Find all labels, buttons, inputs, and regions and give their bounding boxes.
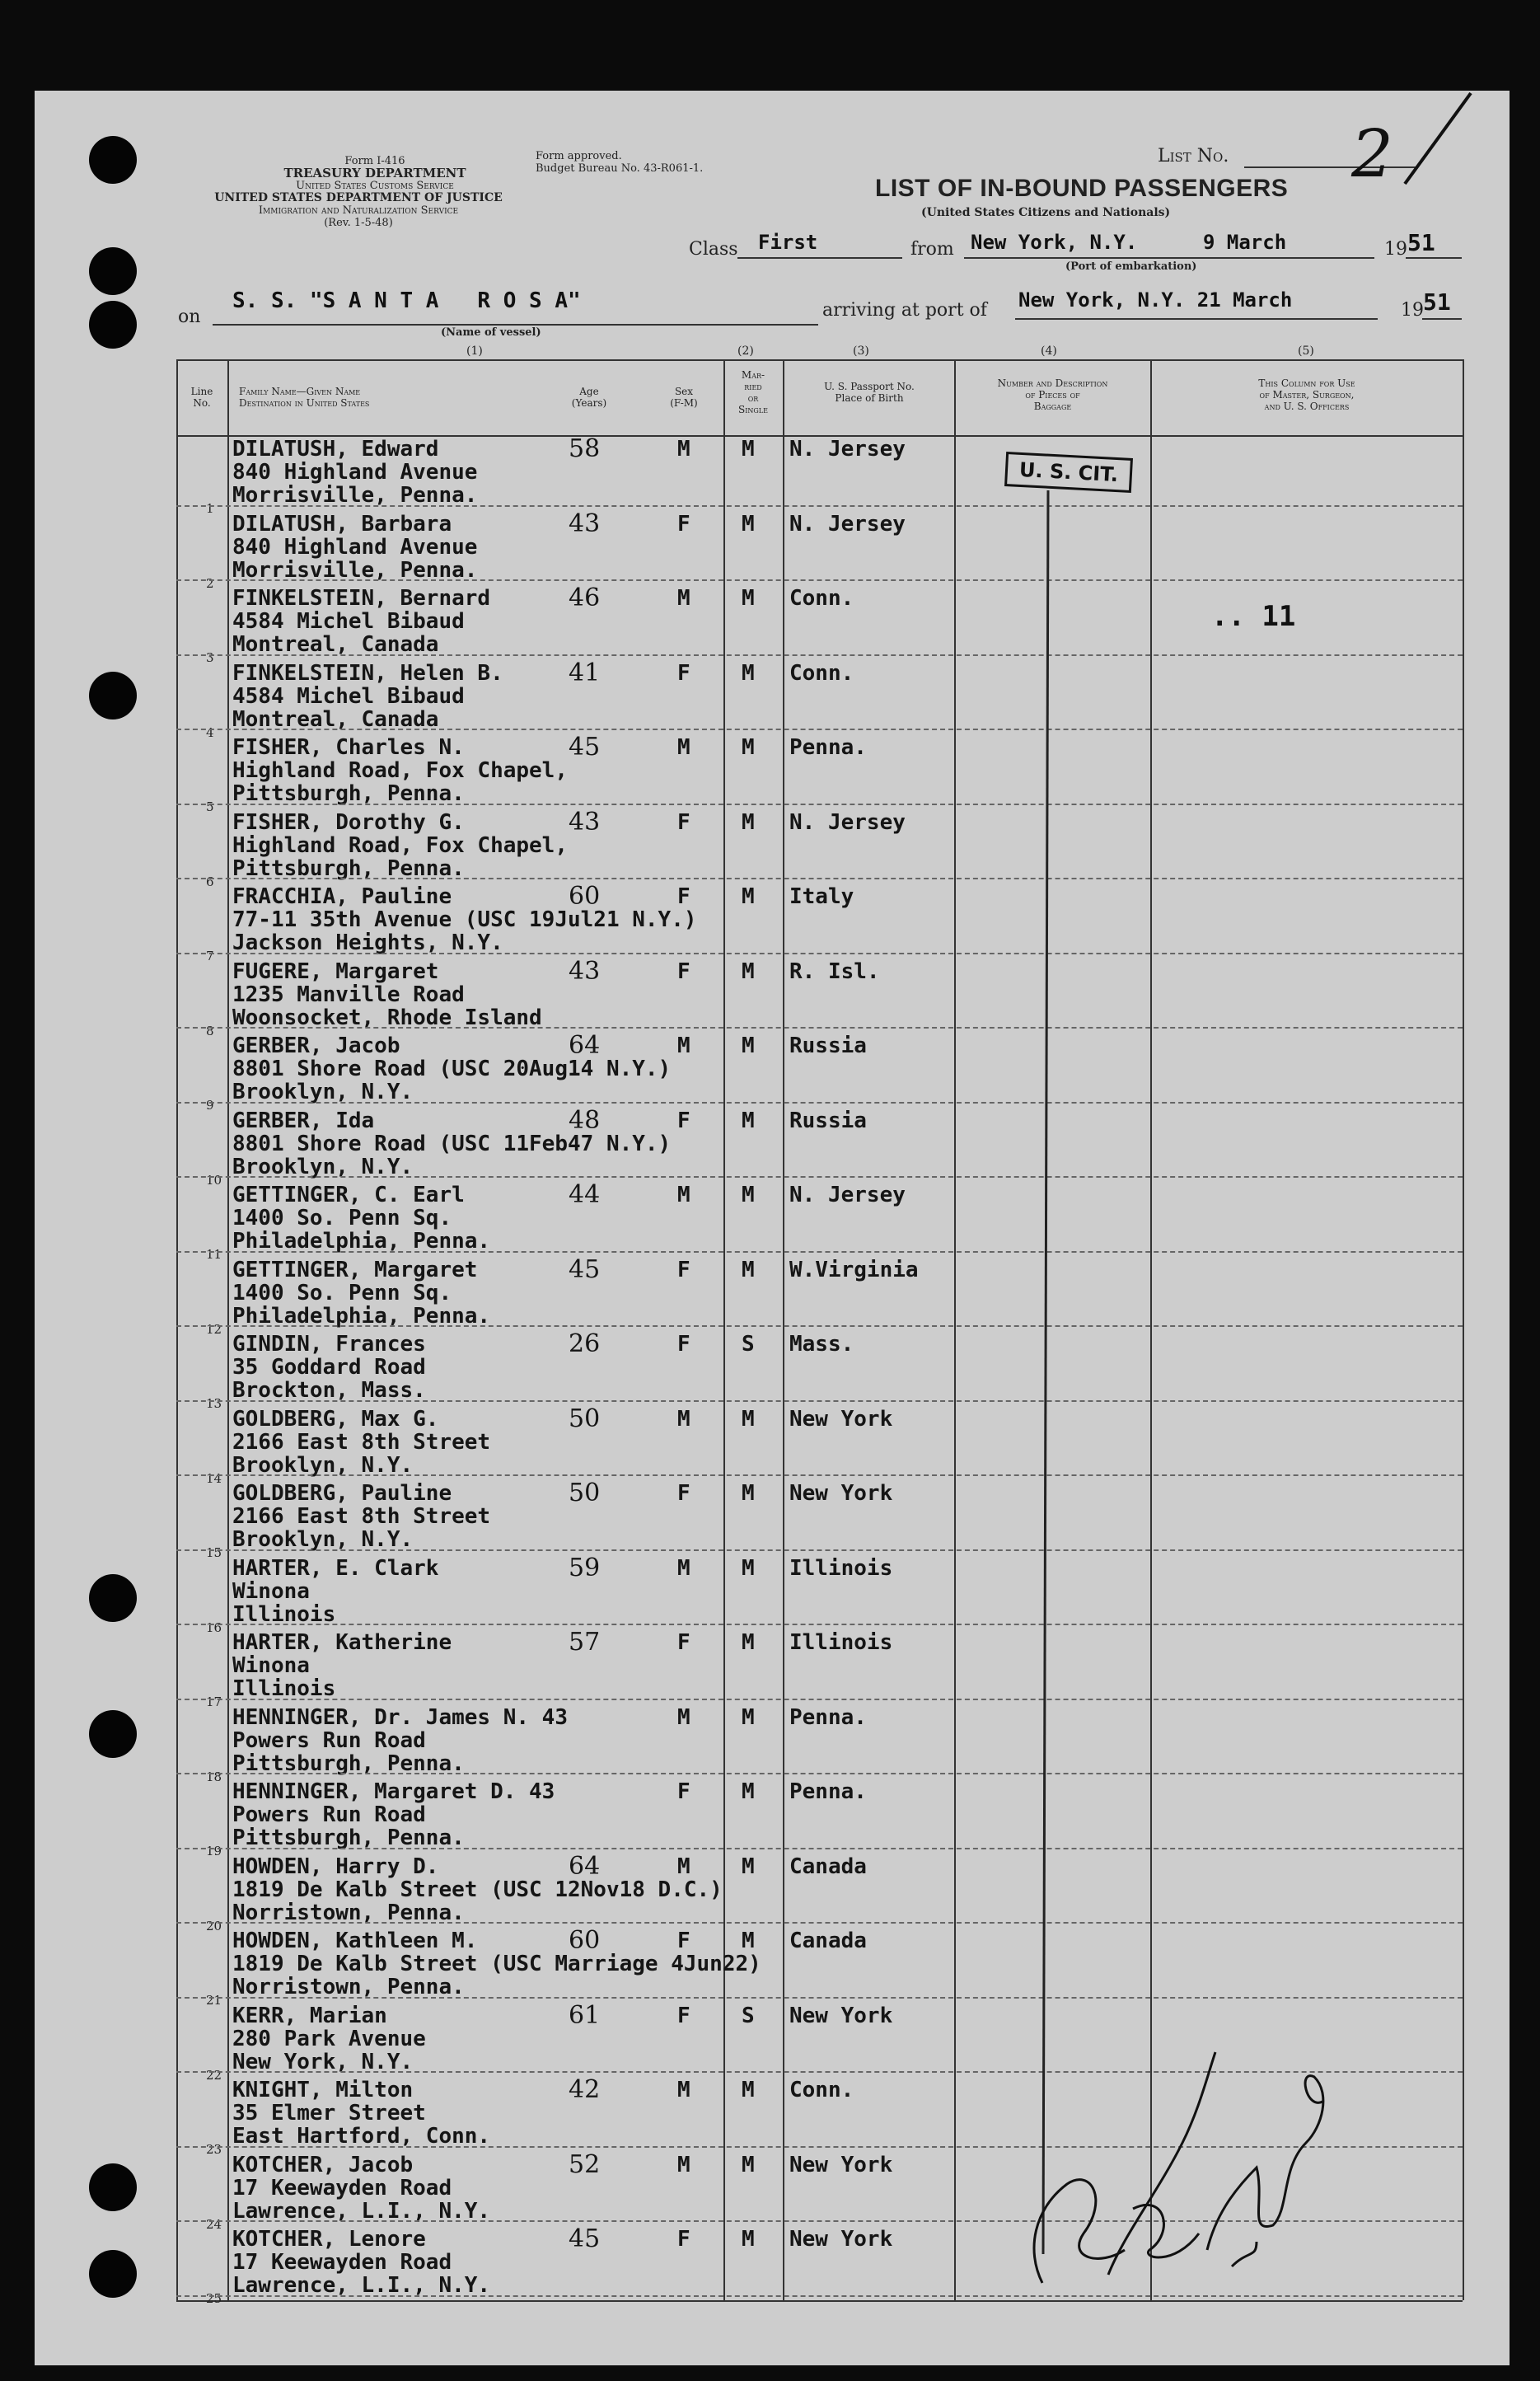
line-number: 19 (206, 1844, 222, 1858)
passenger-sex: M (677, 586, 690, 611)
passenger-birthplace: Russia (789, 1108, 867, 1133)
revision: (Rev. 1-5-48) (324, 217, 393, 229)
passenger-address-line2: Pittsburgh, Penna. (232, 1751, 465, 1776)
passenger-birthplace: Penna. (789, 735, 867, 760)
passenger-marital-status: M (742, 1854, 755, 1879)
row-divider (176, 953, 1463, 954)
passenger-age: 48 (569, 1105, 601, 1135)
arrival-year: 51 (1423, 288, 1451, 316)
form-number: Form I-416 (344, 155, 405, 167)
col-number-2: (2) (737, 344, 754, 358)
passenger-address-line2: East Hartford, Conn. (232, 2124, 491, 2149)
passenger-marital-status: S (742, 1332, 755, 1357)
passenger-sex: F (677, 511, 690, 537)
passenger-marital-status: M (742, 2227, 755, 2252)
line-number: 25 (206, 2291, 222, 2306)
row-divider (176, 1474, 1463, 1476)
passenger-address-line2: Illinois (232, 1601, 336, 1627)
passenger-address-line2: Montreal, Canada (232, 706, 439, 732)
list-subtitle: (United States Citizens and Nationals) (921, 206, 1171, 219)
passenger-sex: M (677, 1555, 690, 1581)
from-label: from (910, 239, 954, 260)
passenger-birthplace: N. Jersey (789, 437, 906, 462)
passenger-birthplace: Mass. (789, 1332, 854, 1357)
passenger-name: KERR, Marian (232, 2003, 387, 2028)
passenger-name: FISHER, Charles N. (232, 735, 465, 760)
line-number: 22 (206, 2067, 222, 2083)
passenger-name: GERBER, Ida (232, 1108, 375, 1133)
row-divider (176, 1549, 1463, 1551)
arrival-rule (1015, 318, 1378, 320)
passenger-address-line2: Philadelphia, Penna. (232, 1229, 491, 1254)
passenger-marital-status: M (742, 2078, 755, 2102)
passenger-address-line2: Lawrence, L.I., N.Y. (232, 2273, 491, 2298)
vessel-name: S. S. "S A N T A R O S A" (232, 288, 581, 313)
punch-hole (89, 1574, 137, 1622)
punch-hole (89, 672, 137, 719)
passenger-sex: M (677, 2078, 690, 2102)
line-number: 15 (206, 1545, 222, 1560)
passenger-address-line1: 280 Park Avenue (232, 2026, 426, 2051)
list-no-value: 2 (1351, 115, 1393, 192)
row-divider (176, 1400, 1463, 1402)
col-divider (176, 359, 178, 2300)
passenger-address-line2: Norristown, Penna. (232, 1900, 465, 1925)
passenger-name: FRACCHIA, Pauline (232, 884, 452, 909)
passenger-age: 43 (569, 509, 601, 538)
punch-hole (89, 1710, 137, 1758)
passenger-age: 58 (569, 434, 601, 463)
passenger-sex: F (677, 1108, 690, 1133)
col-divider (954, 359, 956, 2300)
passenger-address-line1: 17 Keewayden Road (232, 2250, 452, 2275)
passenger-sex: M (677, 437, 690, 462)
passenger-address-line1: Highland Road, Fox Chapel, (232, 758, 568, 783)
passenger-age: 43 (569, 956, 601, 986)
passenger-address-line1: Highland Road, Fox Chapel, (232, 832, 568, 858)
passenger-birthplace: Illinois (789, 1630, 893, 1655)
passenger-address-line1: 17 Keewayden Road (232, 2175, 452, 2201)
from-date: 9 March (1203, 231, 1287, 254)
class-label: Class (689, 239, 738, 260)
passenger-name: HOWDEN, Harry D. (232, 1854, 439, 1879)
passenger-address-line2: Pittsburgh, Penna. (232, 781, 465, 806)
passenger-address-line2: Illinois (232, 1676, 336, 1701)
passenger-address-line1: 840 Highland Avenue (232, 534, 478, 560)
row-divider (176, 654, 1463, 656)
passenger-age: 57 (569, 1628, 601, 1657)
passenger-sex: F (677, 1332, 690, 1357)
passenger-address-line1: 1819 De Kalb Street (USC 12Nov18 D.C.) (232, 1877, 723, 1902)
passenger-sex: F (677, 660, 690, 686)
passenger-sex: F (677, 1481, 690, 1506)
passenger-address-line1: Powers Run Road (232, 1727, 426, 1753)
passenger-birthplace: R. Isl. (789, 958, 880, 984)
row-divider (176, 579, 1463, 581)
approval-block (536, 150, 703, 175)
passenger-sex: M (677, 735, 690, 760)
passenger-name: GERBER, Jacob (232, 1033, 400, 1058)
line-number: 3 (206, 650, 214, 665)
row-divider (176, 1176, 1463, 1178)
passenger-address-line1: 840 Highland Avenue (232, 460, 478, 485)
col-header-married: Mar- ried or Single (738, 369, 768, 415)
passenger-address-line2: New York, N.Y. (232, 2049, 414, 2074)
passenger-birthplace: New York (789, 2152, 893, 2177)
passenger-address-line1: 2166 East 8th Street (232, 1504, 491, 1529)
passenger-name: FUGERE, Margaret (232, 958, 439, 984)
passenger-marital-status: M (742, 1257, 755, 1282)
year-value: 51 (1407, 229, 1435, 256)
passenger-sex: F (677, 2003, 690, 2028)
line-number: 12 (206, 1321, 222, 1337)
passenger-birthplace: Illinois (789, 1555, 893, 1581)
arriving-label: arriving at port of (822, 300, 987, 321)
passenger-address-line2: Montreal, Canada (232, 632, 439, 657)
passenger-address-line1: 2166 East 8th Street (232, 1429, 491, 1455)
passenger-age: 46 (569, 584, 601, 612)
service: United States Customs Service (296, 180, 454, 192)
passenger-sex: F (677, 1630, 690, 1655)
line-number: 20 (206, 1918, 222, 1933)
line-number: 21 (206, 1993, 222, 2008)
passenger-sex: M (677, 2152, 690, 2177)
col-number-4: (4) (1041, 344, 1057, 358)
passenger-sex: M (677, 1183, 690, 1207)
passenger-sex: F (677, 1257, 690, 1282)
officer-note: .. 11 (1211, 600, 1296, 633)
passenger-name: FINKELSTEIN, Bernard (232, 586, 491, 611)
passenger-sex: F (677, 809, 690, 835)
passenger-name: HARTER, E. Clark (232, 1555, 439, 1581)
line-number: 13 (206, 1396, 222, 1411)
passenger-name: HARTER, Katherine (232, 1630, 452, 1655)
row-divider (176, 1848, 1463, 1849)
punch-hole (89, 2250, 137, 2298)
department-2: UNITED STATES DEPARTMENT OF JUSTICE (214, 191, 503, 204)
passenger-sex: M (677, 1406, 690, 1432)
passenger-marital-status: M (742, 1183, 755, 1207)
form-block (169, 155, 548, 229)
passenger-address-line1: 1819 De Kalb Street (USC Marriage 4Jun22) (232, 1952, 761, 1976)
from-rule (964, 257, 1374, 259)
passenger-sex: F (677, 2227, 690, 2252)
passenger-address-line2: Morrisville, Penna. (232, 557, 478, 583)
col-number-5: (5) (1298, 344, 1314, 358)
passenger-address-line1: 8801 Shore Road (USC 11Feb47 N.Y.) (232, 1131, 672, 1156)
passenger-birthplace: New York (789, 2003, 893, 2028)
passenger-name: KOTCHER, Jacob (232, 2152, 414, 2177)
passenger-marital-status: M (742, 1481, 755, 1506)
line-number: 1 (206, 501, 214, 516)
passenger-age: 44 (569, 1180, 601, 1209)
passenger-marital-status: M (742, 1406, 755, 1432)
line-number: 5 (206, 799, 214, 814)
passenger-age: 50 (569, 1404, 601, 1433)
passenger-sex: M (677, 1033, 690, 1058)
passenger-age: 61 (569, 2000, 601, 2030)
passenger-name: GETTINGER, C. Earl (232, 1183, 465, 1207)
passenger-sex: F (677, 958, 690, 984)
col-header-name: Family Name—Given Name Destination in United States (239, 386, 370, 409)
passenger-address-line1: 8801 Shore Road (USC 20Aug14 N.Y.) (232, 1057, 672, 1081)
col-divider (723, 359, 725, 2300)
col-divider (227, 359, 229, 2300)
passenger-birthplace: N. Jersey (789, 511, 906, 537)
passenger-name: DILATUSH, Edward (232, 437, 439, 462)
passenger-marital-status: M (742, 586, 755, 611)
passenger-name: HOWDEN, Kathleen M. (232, 1929, 478, 1953)
passenger-sex: F (677, 1929, 690, 1953)
passenger-address-line1: 1400 So. Penn Sq. (232, 1206, 452, 1230)
col-number-3: (3) (853, 344, 869, 358)
year-prefix: 19 (1384, 239, 1407, 260)
passenger-marital-status: M (742, 1630, 755, 1655)
passenger-birthplace: New York (789, 2227, 893, 2252)
passenger-marital-status: M (742, 1555, 755, 1581)
col-header-officers: This Column for Use of Master, Surgeon, and U. S. Officers (1258, 377, 1355, 412)
passenger-age: 41 (569, 658, 601, 687)
us-citizen-stamp: U. S. CIT. (1004, 452, 1133, 493)
passenger-address-line2: Brockton, Mass. (232, 1378, 426, 1403)
passenger-birthplace: New York (789, 1406, 893, 1432)
passenger-name: FINKELSTEIN, Helen B. (232, 660, 503, 686)
passenger-address-line2: Norristown, Penna. (232, 1975, 465, 1999)
passenger-birthplace: New York (789, 1481, 893, 1506)
passenger-age: 26 (569, 1329, 601, 1358)
passenger-age: 60 (569, 882, 601, 911)
row-divider (176, 729, 1463, 730)
row-divider (176, 1699, 1463, 1700)
line-number: 8 (206, 1023, 214, 1038)
passenger-sex: M (677, 1854, 690, 1879)
row-divider (176, 878, 1463, 879)
passenger-address-line1: 1400 So. Penn Sq. (232, 1280, 452, 1305)
vessel-caption: (Name of vessel) (441, 326, 541, 339)
line-number: 7 (206, 949, 214, 963)
passenger-birthplace: Conn. (789, 586, 854, 611)
check-mark (1401, 89, 1475, 188)
passenger-address-line1: 77-11 35th Avenue (USC 19Jul21 N.Y.) (232, 907, 697, 932)
line-number: 4 (206, 724, 214, 740)
passenger-marital-status: M (742, 809, 755, 835)
class-value: First (758, 231, 818, 254)
passenger-name: DILATUSH, Barbara (232, 511, 452, 537)
passenger-name: FISHER, Dorothy G. (232, 809, 465, 835)
class-rule (737, 257, 902, 259)
passenger-age: 50 (569, 1479, 601, 1507)
passenger-address-line1: 35 Elmer Street (232, 2101, 426, 2126)
line-number: 10 (206, 1172, 222, 1188)
punch-hole (89, 136, 137, 184)
list-title: LIST OF IN-BOUND PASSENGERS (875, 175, 1289, 202)
passenger-marital-status: M (742, 958, 755, 984)
inspector-signature (1009, 2003, 1355, 2316)
passenger-sex: M (677, 1704, 690, 1730)
col-header-sex: Sex (F-M) (670, 386, 698, 409)
passenger-age: 45 (569, 1254, 601, 1284)
col-header-passport: U. S. Passport No. Place of Birth (824, 381, 915, 404)
vessel-rule (213, 324, 818, 326)
form-approved: Form approved. (536, 150, 622, 162)
passenger-address-line2: Lawrence, L.I., N.Y. (232, 2198, 491, 2224)
passenger-name: GINDIN, Frances (232, 1332, 426, 1357)
row-divider (176, 1251, 1463, 1253)
passenger-marital-status: M (742, 2152, 755, 2177)
passenger-address-line1: Winona (232, 1578, 310, 1604)
passenger-age: 64 (569, 1031, 601, 1060)
passenger-address-line2: Jackson Heights, N.Y. (232, 930, 503, 955)
arrival-port: New York, N.Y. 21 March (1018, 288, 1293, 312)
row-divider (176, 804, 1463, 805)
passenger-marital-status: M (742, 1108, 755, 1133)
passenger-birthplace: Conn. (789, 2078, 854, 2102)
passenger-name: KNIGHT, Milton (232, 2078, 414, 2102)
arrival-year-prefix: 19 (1401, 300, 1424, 321)
passenger-marital-status: M (742, 437, 755, 462)
col-header-age: Age (Years) (571, 386, 607, 409)
row-divider (176, 1325, 1463, 1327)
passenger-address-line1: 1235 Manville Road (232, 982, 465, 1007)
line-number: 17 (206, 1694, 222, 1709)
passenger-address-line2: Philadelphia, Penna. (232, 1303, 491, 1329)
line-number: 23 (206, 2142, 222, 2157)
row-divider (176, 1624, 1463, 1625)
passenger-birthplace: Penna. (789, 1704, 867, 1730)
line-number: 2 (206, 575, 214, 591)
line-number: 24 (206, 2216, 222, 2232)
list-no-label: List No. (1158, 146, 1229, 166)
passenger-age: 45 (569, 733, 601, 762)
passenger-age: 43 (569, 807, 601, 837)
line-number: 9 (206, 1098, 214, 1113)
punch-hole (89, 301, 137, 349)
budget-bureau: Budget Bureau No. 43-R061-1. (536, 162, 704, 175)
col-number-1: (1) (466, 344, 483, 358)
passenger-name: GETTINGER, Margaret (232, 1257, 478, 1282)
year-rule (1406, 257, 1462, 259)
passenger-address-line1: 4584 Michel Bibaud (232, 683, 465, 709)
row-divider (176, 1997, 1463, 1999)
line-number: 11 (206, 1247, 222, 1262)
passenger-birthplace: N. Jersey (789, 809, 906, 835)
line-number: 18 (206, 1769, 222, 1784)
passenger-birthplace: Penna. (789, 1779, 867, 1804)
passenger-address-line1: Winona (232, 1653, 310, 1678)
port-embarkation-caption: (Port of embarkation) (1065, 260, 1197, 273)
row-divider (176, 505, 1463, 507)
row-divider (176, 1773, 1463, 1774)
passenger-age: 64 (569, 1851, 601, 1881)
passenger-address-line2: Brooklyn, N.Y. (232, 1080, 414, 1104)
passenger-marital-status: M (742, 660, 755, 686)
passenger-address-line2: Morrisville, Penna. (232, 483, 478, 508)
passenger-age: 42 (569, 2075, 601, 2104)
passenger-birthplace: Conn. (789, 660, 854, 686)
passenger-age: 52 (569, 2149, 601, 2179)
row-divider (176, 1102, 1463, 1104)
punch-hole (89, 2163, 137, 2211)
passenger-age: 59 (569, 1553, 601, 1582)
passenger-sex: F (677, 884, 690, 909)
passenger-birthplace: W.Virginia (789, 1257, 919, 1282)
from-value: New York, N.Y. (971, 231, 1138, 254)
passenger-birthplace: Canada (789, 1929, 867, 1953)
passenger-address-line2: Pittsburgh, Penna. (232, 855, 465, 881)
service-2: Immigration and Naturalization Service (258, 204, 459, 217)
table-top-rule (176, 359, 1463, 361)
passenger-sex: F (677, 1779, 690, 1804)
passenger-age: 60 (569, 1926, 601, 1955)
passenger-age: 45 (569, 2224, 601, 2253)
punch-hole (89, 247, 137, 295)
department: TREASURY DEPARTMENT (283, 166, 466, 180)
row-divider (176, 1922, 1463, 1924)
passenger-marital-status: M (742, 735, 755, 760)
col-header-baggage: Number and Description of Pieces of Baggage (997, 377, 1108, 412)
passenger-marital-status: M (742, 1704, 755, 1730)
passenger-address-line2: Woonsocket, Rhode Island (232, 1005, 542, 1030)
passenger-marital-status: S (742, 2003, 755, 2028)
passenger-address-line2: Brooklyn, N.Y. (232, 1527, 414, 1552)
baggage-column-line (1022, 490, 1071, 2262)
passenger-address-line1: Powers Run Road (232, 1802, 426, 1827)
line-number: 14 (206, 1470, 222, 1486)
col-divider (783, 359, 784, 2300)
passenger-address-line1: 35 Goddard Road (232, 1355, 426, 1380)
row-divider (176, 1027, 1463, 1029)
passenger-marital-status: M (742, 1779, 755, 1804)
passenger-marital-status: M (742, 511, 755, 537)
passenger-birthplace: Canada (789, 1854, 867, 1879)
arrival-year-rule (1422, 318, 1462, 320)
passenger-birthplace: Russia (789, 1033, 867, 1058)
passenger-birthplace: N. Jersey (789, 1183, 906, 1207)
line-number: 16 (206, 1619, 222, 1635)
passenger-name: HENNINGER, Dr. James N. 43 (232, 1704, 568, 1730)
passenger-name: KOTCHER, Lenore (232, 2227, 426, 2252)
passenger-birthplace: Italy (789, 884, 854, 909)
passenger-marital-status: M (742, 1929, 755, 1953)
passenger-address-line2: Brooklyn, N.Y. (232, 1452, 414, 1478)
passenger-address-line2: Brooklyn, N.Y. (232, 1154, 414, 1179)
passenger-name: GOLDBERG, Max G. (232, 1406, 439, 1432)
passenger-name: HENNINGER, Margaret D. 43 (232, 1779, 555, 1804)
col-divider (1463, 359, 1464, 2300)
passenger-address-line2: Pittsburgh, Penna. (232, 1826, 465, 1850)
passenger-marital-status: M (742, 884, 755, 909)
col-header-line-no: Line No. (190, 386, 213, 409)
line-number: 6 (206, 874, 214, 889)
passenger-address-line1: 4584 Michel Bibaud (232, 609, 465, 634)
passenger-name: GOLDBERG, Pauline (232, 1481, 452, 1506)
on-label: on (178, 307, 201, 327)
passenger-marital-status: M (742, 1033, 755, 1058)
